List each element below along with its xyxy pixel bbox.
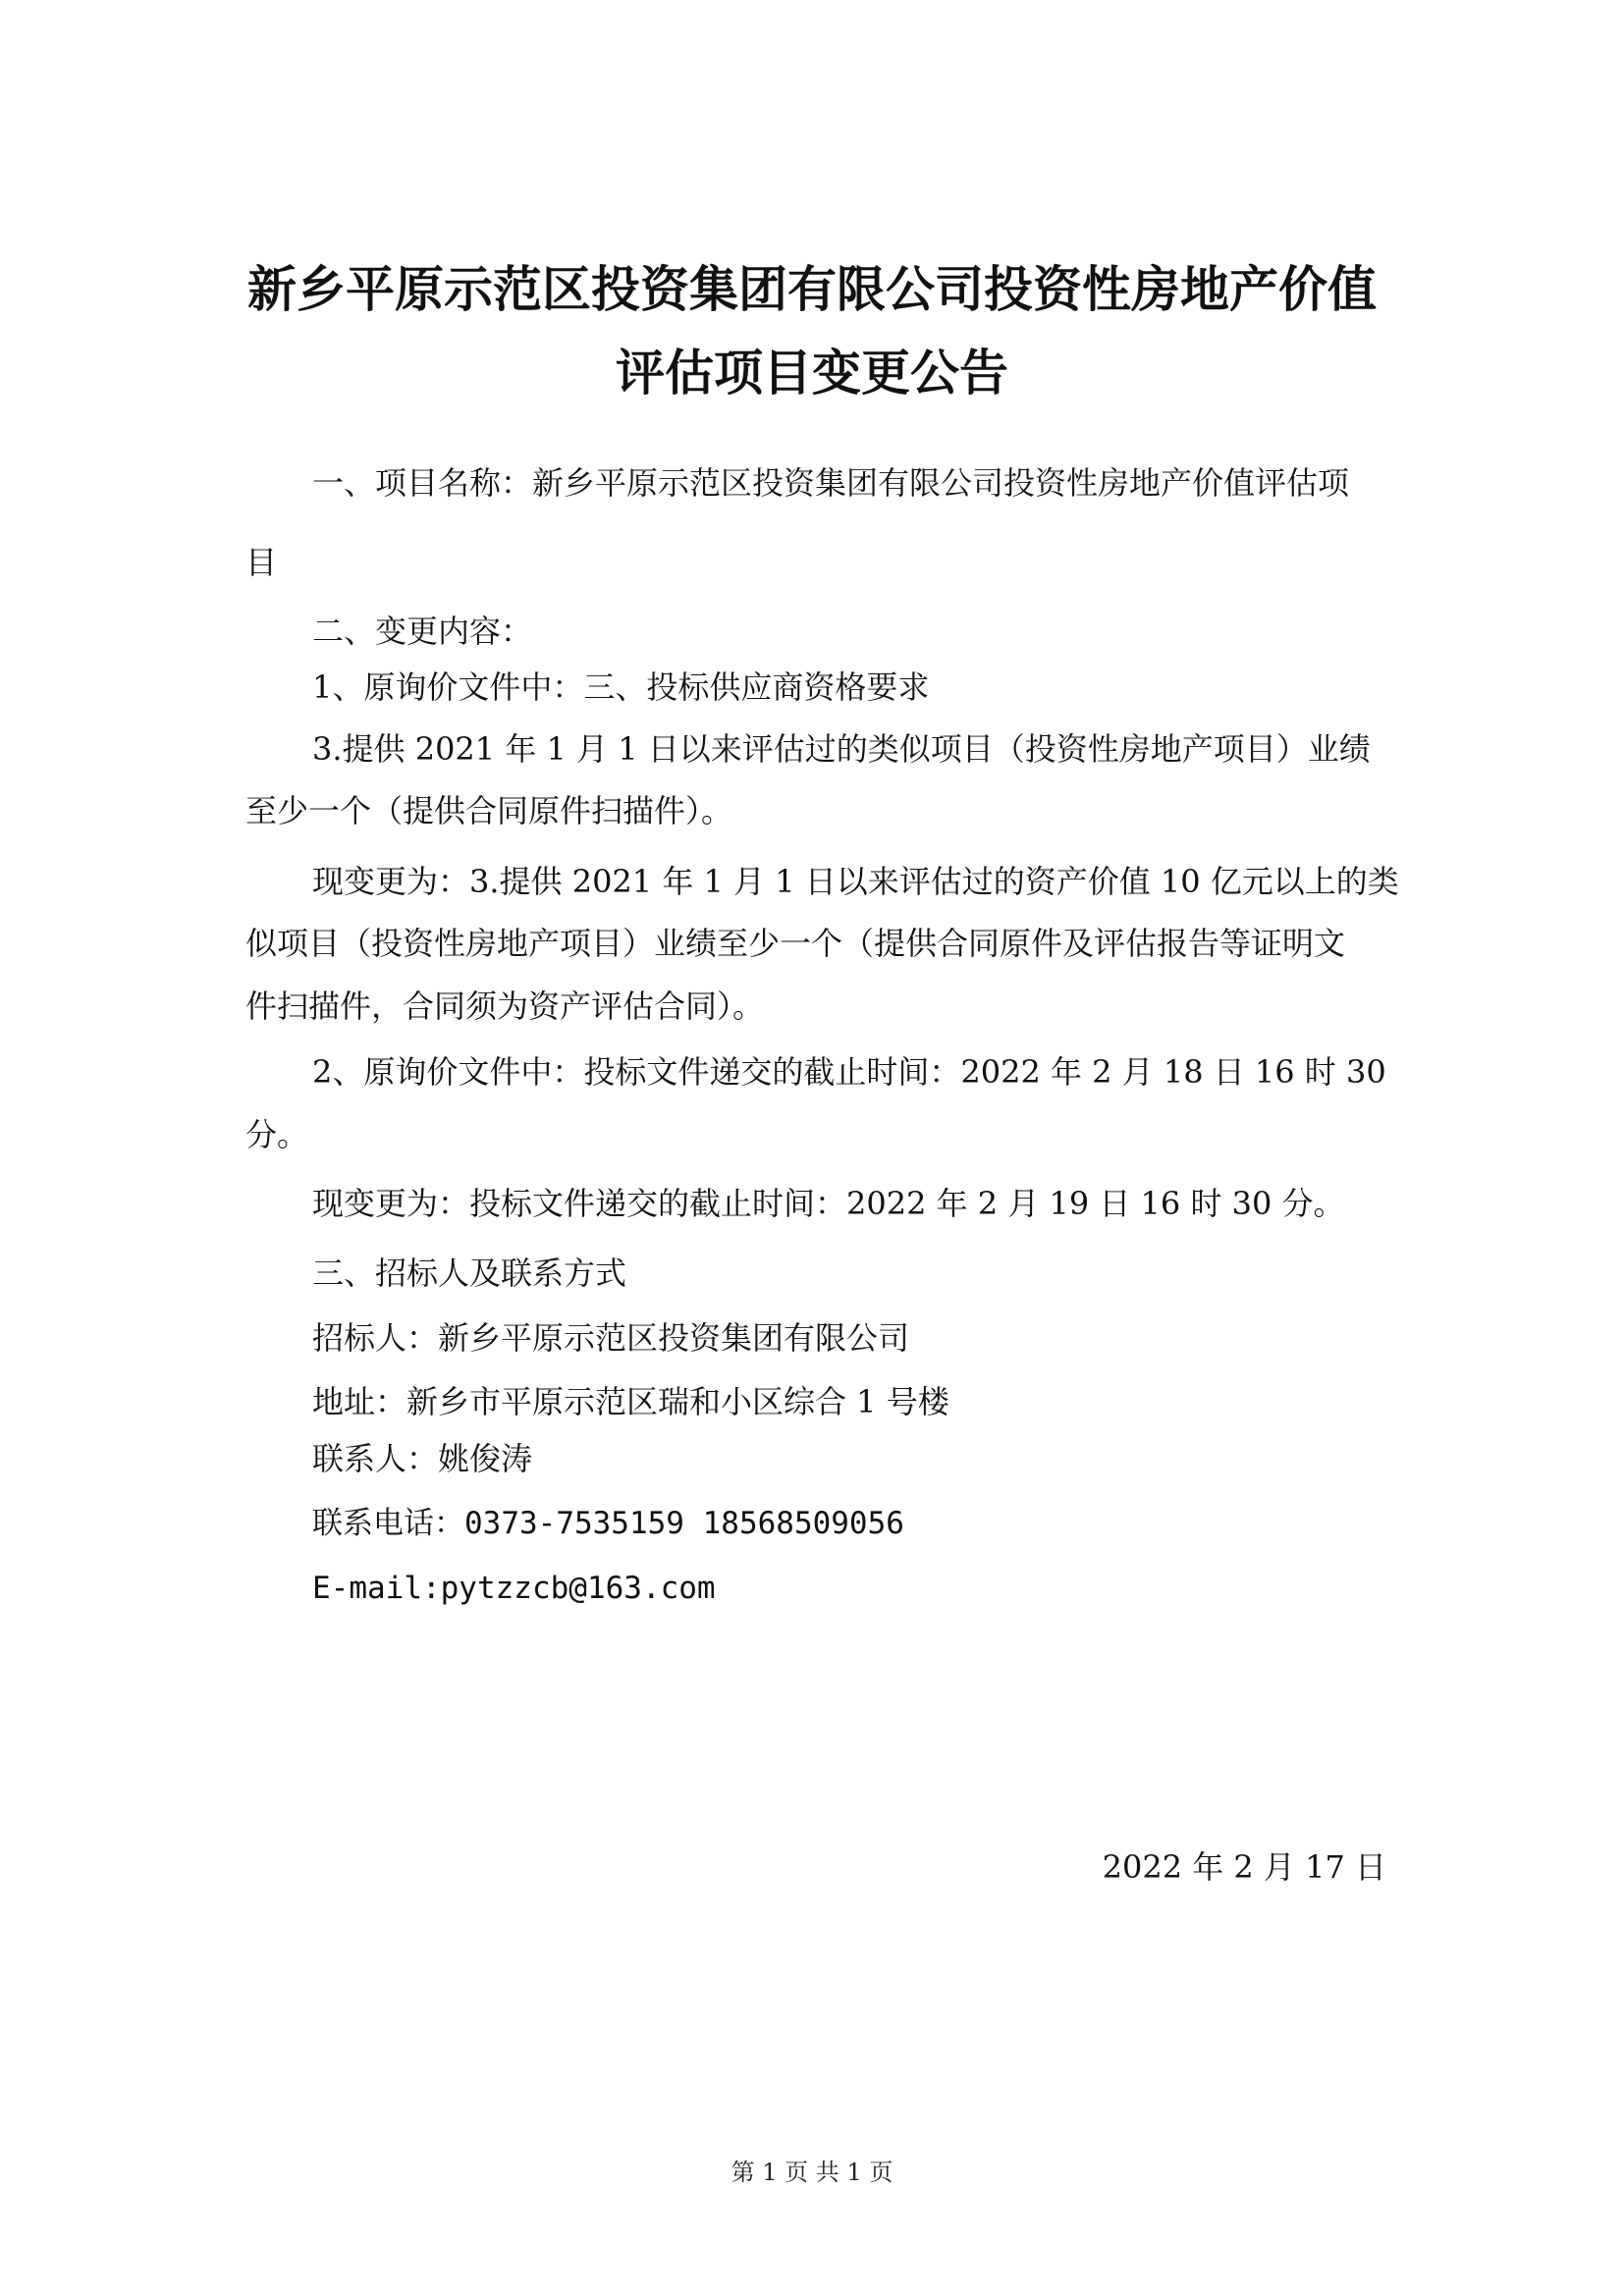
original-deadline-line-2: 分。: [245, 1116, 309, 1153]
address: 地址：新乡市平原示范区瑞和小区综合 1 号楼: [312, 1383, 949, 1420]
change-content-heading: 二、变更内容：: [312, 613, 533, 650]
original-requirement-line-2: 至少一个（提供合同原件扫描件）。: [245, 792, 733, 829]
contact-heading: 三、招标人及联系方式: [312, 1255, 627, 1292]
changed-deadline: 现变更为：投标文件递交的截止时间：2022 年 2 月 19 日 16 时 30 分。: [312, 1185, 1345, 1222]
changed-requirement-line-3: 件扫描件，合同须为资产评估合同）。: [245, 988, 765, 1025]
project-name-line-2: 目: [245, 544, 278, 581]
project-name-line-1: 一、项目名称：新乡平原示范区投资集团有限公司投资性房地产价值评估项: [312, 464, 1350, 502]
contact-email: E-mail:pytzzcb@163.com: [312, 1571, 716, 1606]
page-footer: 第 1 页 共 1 页: [731, 2159, 893, 2186]
document-title-line-1: 新乡平原示范区投资集团有限公司投资性房地产价值: [247, 261, 1377, 318]
tenderer: 招标人：新乡平原示范区投资集团有限公司: [312, 1319, 910, 1357]
change-item-1: 1、原询价文件中：三、投标供应商资格要求: [312, 668, 930, 706]
original-deadline-line-1: 2、原询价文件中：投标文件递交的截止时间：2022 年 2 月 18 日 16 时 30: [312, 1053, 1386, 1091]
changed-requirement-line-2: 似项目（投资性房地产项目）业绩至少一个（提供合同原件及评估报告等证明文: [245, 925, 1346, 962]
changed-requirement-line-1: 现变更为：3.提供 2021 年 1 月 1 日以来评估过的资产价值 10 亿元以上的类: [312, 863, 1399, 900]
document-title-line-2: 评估项目变更公告: [616, 345, 1008, 401]
contact-person: 联系人：姚俊涛: [312, 1440, 533, 1477]
original-requirement-line-1: 3.提供 2021 年 1 月 1 日以来评估过的类似项目（投资性房地产项目）业绩: [312, 730, 1371, 768]
contact-phone: 联系电话：0373-7535159 18568509056: [312, 1506, 904, 1541]
publish-date: 2022 年 2 月 17 日: [1102, 1848, 1386, 1886]
